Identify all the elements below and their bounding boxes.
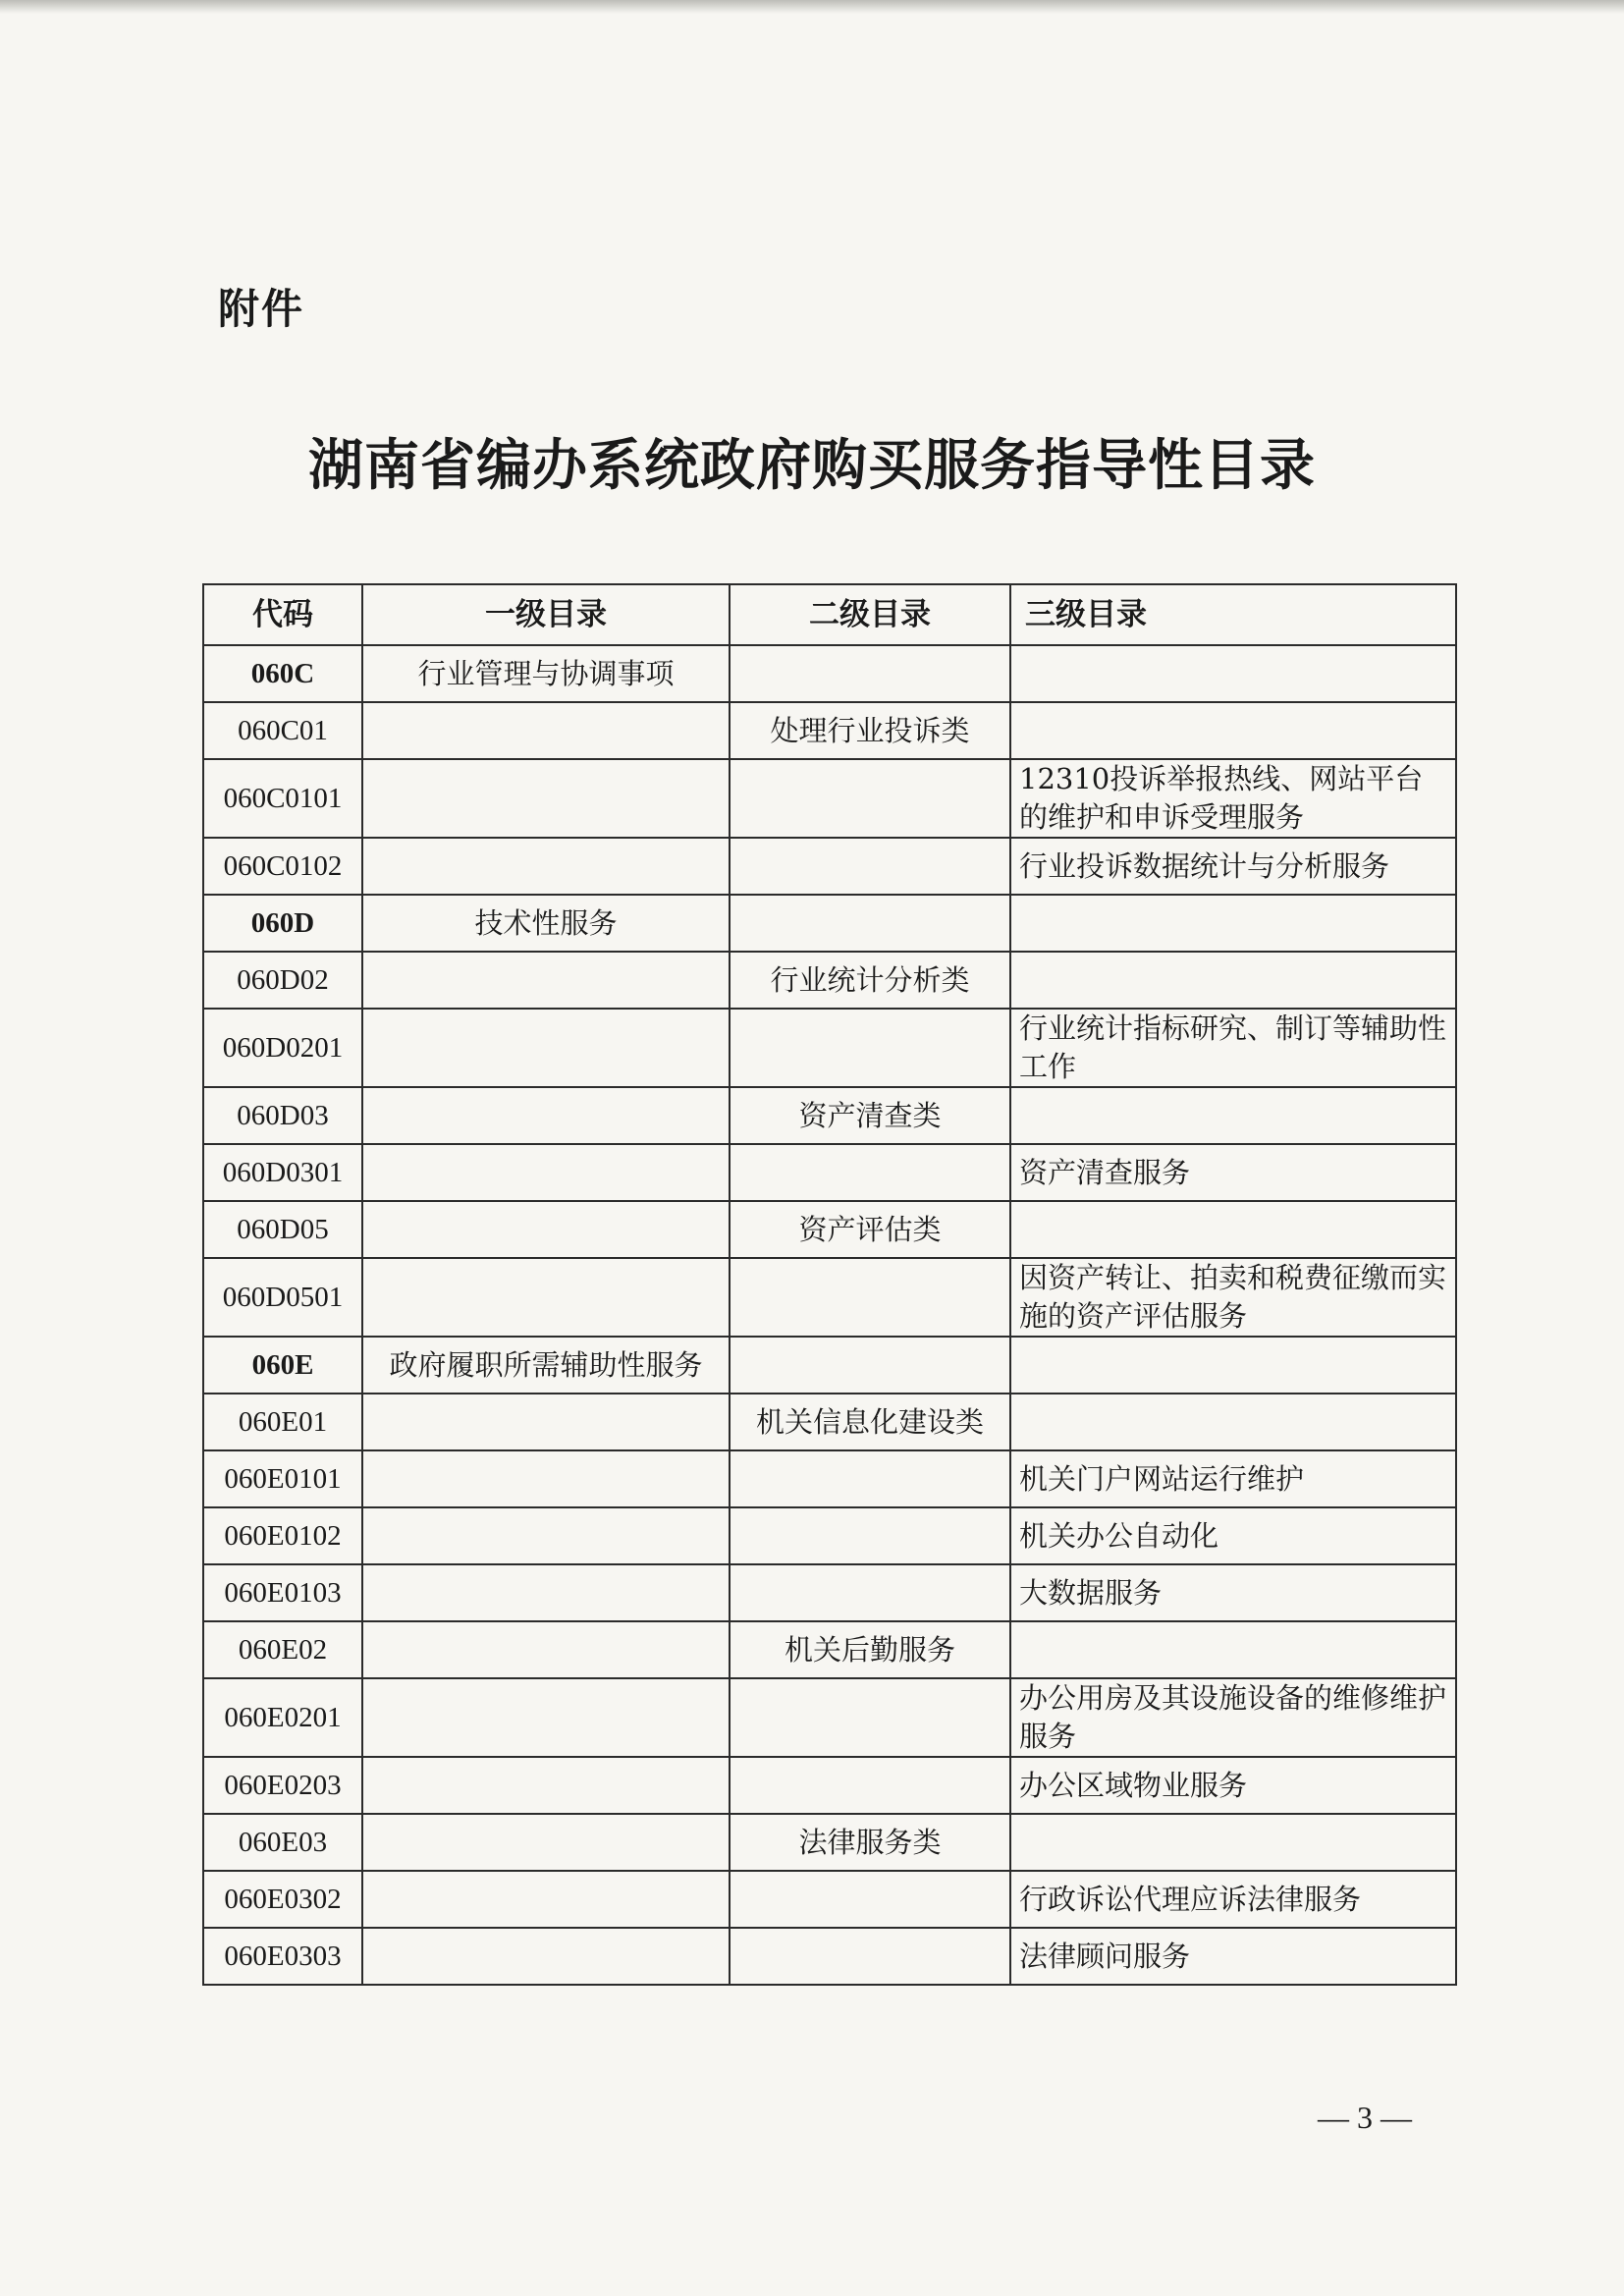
code-cell: 060E0203 bbox=[203, 1757, 362, 1814]
level3-cell bbox=[1010, 1394, 1456, 1450]
level2-cell bbox=[730, 1507, 1010, 1564]
level1-cell bbox=[362, 702, 730, 759]
table-row bbox=[203, 1507, 1456, 1564]
level2-cell: 机关后勤服务 bbox=[730, 1621, 1010, 1678]
code-cell: 060D0301 bbox=[203, 1144, 362, 1201]
level1-cell bbox=[362, 1201, 730, 1258]
level2-cell bbox=[730, 759, 1010, 838]
code-cell: 060E0102 bbox=[203, 1507, 362, 1564]
level1-cell bbox=[362, 1507, 730, 1564]
table-row bbox=[203, 1621, 1456, 1678]
code-cell: 060E0303 bbox=[203, 1928, 362, 1985]
level1-cell bbox=[362, 1394, 730, 1450]
level2-cell: 行业统计分析类 bbox=[730, 952, 1010, 1009]
header-level2: 二级目录 bbox=[730, 584, 1010, 645]
table-row bbox=[203, 702, 1456, 759]
level1-cell bbox=[362, 759, 730, 838]
table-row bbox=[203, 1087, 1456, 1144]
level3-cell: 行政诉讼代理应诉法律服务 bbox=[1010, 1871, 1456, 1928]
code-cell: 060C0102 bbox=[203, 838, 362, 895]
level1-cell bbox=[362, 1678, 730, 1757]
table-row bbox=[203, 1928, 1456, 1985]
level2-cell bbox=[730, 1450, 1010, 1507]
catalog-table bbox=[202, 583, 1457, 1986]
level1-cell bbox=[362, 1087, 730, 1144]
level3-cell: 12310投诉举报热线、网站平台的维护和申诉受理服务 bbox=[1010, 759, 1456, 838]
level3-cell bbox=[1010, 952, 1456, 1009]
level3-cell bbox=[1010, 1087, 1456, 1144]
level3-cell bbox=[1010, 1621, 1456, 1678]
table-row bbox=[203, 1814, 1456, 1871]
level1-cell: 行业管理与协调事项 bbox=[362, 645, 730, 702]
level2-cell: 处理行业投诉类 bbox=[730, 702, 1010, 759]
code-cell: 060E0101 bbox=[203, 1450, 362, 1507]
level2-cell bbox=[730, 1757, 1010, 1814]
level1-cell bbox=[362, 1450, 730, 1507]
level2-cell bbox=[730, 1009, 1010, 1087]
level3-cell bbox=[1010, 645, 1456, 702]
table-row bbox=[203, 838, 1456, 895]
table-row bbox=[203, 1201, 1456, 1258]
level2-cell bbox=[730, 1928, 1010, 1985]
level1-cell bbox=[362, 1928, 730, 1985]
level1-cell bbox=[362, 1757, 730, 1814]
page-number: — 3 — bbox=[1318, 2100, 1412, 2135]
table-row bbox=[203, 952, 1456, 1009]
code-cell: 060E01 bbox=[203, 1394, 362, 1450]
level3-cell: 资产清查服务 bbox=[1010, 1144, 1456, 1201]
level3-cell: 办公用房及其设施设备的维修维护服务 bbox=[1010, 1678, 1456, 1757]
scan-top-edge bbox=[0, 0, 1624, 14]
level2-cell bbox=[730, 1871, 1010, 1928]
header-level3: 三级目录 bbox=[1010, 584, 1456, 645]
level2-cell bbox=[730, 1337, 1010, 1394]
level3-cell bbox=[1010, 1337, 1456, 1394]
level1-cell bbox=[362, 1258, 730, 1337]
code-cell: 060E0103 bbox=[203, 1564, 362, 1621]
level1-cell bbox=[362, 1814, 730, 1871]
level3-cell: 因资产转让、拍卖和税费征缴而实施的资产评估服务 bbox=[1010, 1258, 1456, 1337]
table-row bbox=[203, 1337, 1456, 1394]
level2-cell: 机关信息化建设类 bbox=[730, 1394, 1010, 1450]
code-cell: 060D05 bbox=[203, 1201, 362, 1258]
code-cell: 060C0101 bbox=[203, 759, 362, 838]
level3-cell: 大数据服务 bbox=[1010, 1564, 1456, 1621]
level2-cell: 资产清查类 bbox=[730, 1087, 1010, 1144]
level1-cell: 政府履职所需辅助性服务 bbox=[362, 1337, 730, 1394]
code-cell: 060E0302 bbox=[203, 1871, 362, 1928]
document-title: 湖南省编办系统政府购买服务指导性目录 bbox=[308, 433, 1316, 498]
level3-cell bbox=[1010, 895, 1456, 952]
level1-cell bbox=[362, 1009, 730, 1087]
level3-cell: 机关办公自动化 bbox=[1010, 1507, 1456, 1564]
level3-cell: 办公区域物业服务 bbox=[1010, 1757, 1456, 1814]
level1-cell bbox=[362, 1564, 730, 1621]
table-row bbox=[203, 1258, 1456, 1337]
level2-cell bbox=[730, 1678, 1010, 1757]
header-level1: 一级目录 bbox=[362, 584, 730, 645]
level3-cell: 法律顾问服务 bbox=[1010, 1928, 1456, 1985]
level1-cell bbox=[362, 1621, 730, 1678]
level3-cell: 机关门户网站运行维护 bbox=[1010, 1450, 1456, 1507]
table-row bbox=[203, 1757, 1456, 1814]
table-row bbox=[203, 895, 1456, 952]
code-cell: 060D02 bbox=[203, 952, 362, 1009]
level3-cell bbox=[1010, 1814, 1456, 1871]
code-cell: 060E03 bbox=[203, 1814, 362, 1871]
table-row bbox=[203, 1009, 1456, 1087]
table-row bbox=[203, 759, 1456, 838]
table-body bbox=[203, 645, 1456, 1985]
table-row bbox=[203, 1144, 1456, 1201]
code-cell: 060D0201 bbox=[203, 1009, 362, 1087]
table-row bbox=[203, 1871, 1456, 1928]
table-row bbox=[203, 1450, 1456, 1507]
level3-cell: 行业统计指标研究、制订等辅助性工作 bbox=[1010, 1009, 1456, 1087]
level2-cell bbox=[730, 838, 1010, 895]
level3-cell: 行业投诉数据统计与分析服务 bbox=[1010, 838, 1456, 895]
code-cell: 060C01 bbox=[203, 702, 362, 759]
table-header-row bbox=[203, 584, 1456, 645]
level1-cell bbox=[362, 1871, 730, 1928]
code-cell: 060E02 bbox=[203, 1621, 362, 1678]
level2-cell bbox=[730, 1564, 1010, 1621]
level2-cell: 法律服务类 bbox=[730, 1814, 1010, 1871]
level1-cell: 技术性服务 bbox=[362, 895, 730, 952]
level2-cell bbox=[730, 1258, 1010, 1337]
code-cell: 060C bbox=[203, 645, 362, 702]
table-row bbox=[203, 1394, 1456, 1450]
level2-cell: 资产评估类 bbox=[730, 1201, 1010, 1258]
level3-cell bbox=[1010, 702, 1456, 759]
table-row bbox=[203, 1678, 1456, 1757]
level2-cell bbox=[730, 1144, 1010, 1201]
level1-cell bbox=[362, 1144, 730, 1201]
code-cell: 060E0201 bbox=[203, 1678, 362, 1757]
level1-cell bbox=[362, 838, 730, 895]
table-row bbox=[203, 645, 1456, 702]
code-cell: 060D bbox=[203, 895, 362, 952]
level2-cell bbox=[730, 645, 1010, 702]
level3-cell bbox=[1010, 1201, 1456, 1258]
code-cell: 060E bbox=[203, 1337, 362, 1394]
code-cell: 060D0501 bbox=[203, 1258, 362, 1337]
level2-cell bbox=[730, 895, 1010, 952]
table-row bbox=[203, 1564, 1456, 1621]
header-code: 代码 bbox=[203, 584, 362, 645]
level1-cell bbox=[362, 952, 730, 1009]
code-cell: 060D03 bbox=[203, 1087, 362, 1144]
attachment-label: 附件 bbox=[218, 285, 305, 333]
